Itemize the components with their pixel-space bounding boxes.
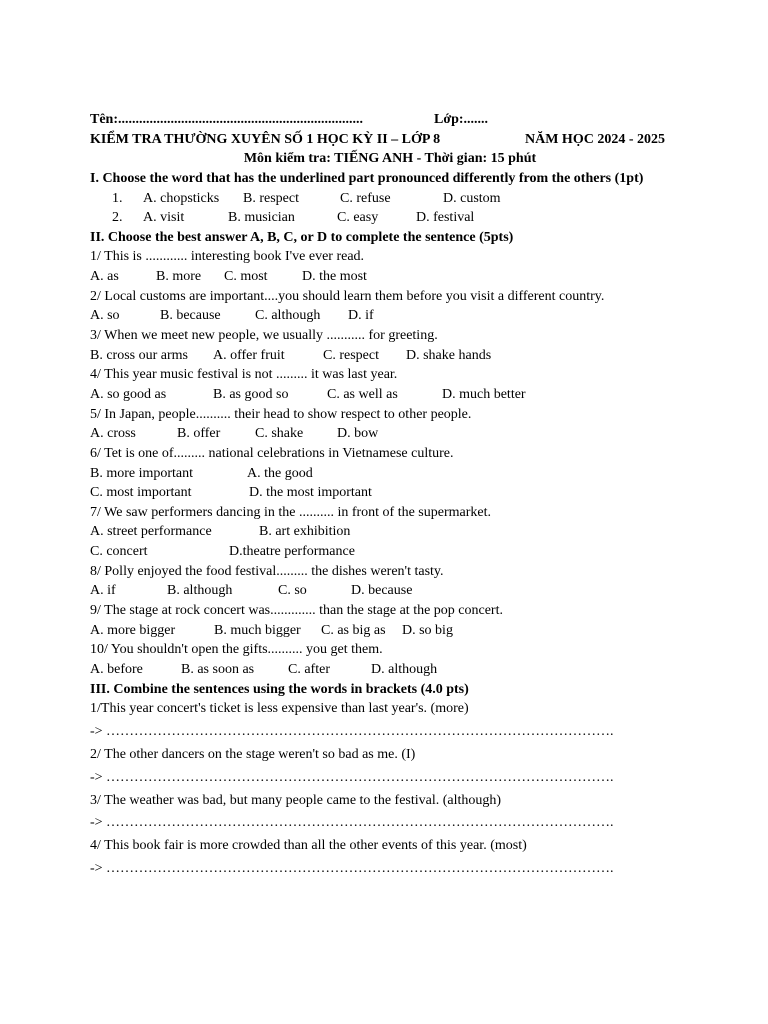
class-field-label: Lớp:.......: [434, 112, 489, 127]
option: C. most: [224, 269, 268, 285]
option: B. more important: [90, 465, 194, 481]
subject-line: Môn kiểm tra: TIẾNG ANH - Thời gian: 15 phút: [243, 151, 537, 167]
option: D. shake hands: [406, 347, 492, 363]
option: B. because: [160, 308, 221, 324]
question-options: [90, 660, 690, 680]
option: A. chopsticks: [143, 190, 220, 206]
option: D. much better: [442, 386, 526, 402]
section1-heading: I. Choose the word that has the underlined part pronounced differently from the others (1pt): [90, 170, 644, 186]
combine-sentence: 1/This year concert's ticket is less expensive than last year's. (more): [90, 701, 469, 717]
section1-item: [90, 208, 690, 228]
option: B. although: [167, 583, 233, 599]
option: D.theatre performance: [229, 544, 355, 560]
option: B. offer: [177, 426, 221, 442]
question-options: [90, 346, 690, 366]
answer-line: -> ……………………………………………………………………………………………….: [90, 860, 614, 876]
option: C. concert: [90, 544, 148, 560]
option: A. street performance: [90, 524, 212, 540]
exam-title-row: [90, 130, 690, 150]
option: A. so good as: [90, 386, 167, 402]
option: A. offer fruit: [213, 347, 285, 363]
option: D. if: [348, 308, 374, 324]
option: C. as well as: [327, 386, 398, 402]
option: D. the most: [302, 269, 367, 285]
option: D. although: [371, 661, 438, 677]
question-text: 9/ The stage at rock concert was............. than the stage at the pop concert.: [90, 603, 503, 619]
section1-item: [90, 189, 690, 209]
exam-title: KIỂM TRA THƯỜNG XUYÊN SỐ 1 HỌC KỲ II – LỚP 8: [90, 131, 441, 147]
question-options: [90, 621, 690, 641]
option: D. the most important: [249, 485, 372, 501]
option: A. more bigger: [90, 622, 176, 638]
option: C. so: [278, 583, 307, 599]
question-text: 8/ Polly enjoyed the food festival......... the dishes weren't tasty.: [90, 563, 444, 579]
question-text: 2/ Local customs are important....you should learn them before you visit a different country.: [90, 288, 605, 304]
section3-heading: III. Combine the sentences using the words in brackets (4.0 pts): [90, 681, 469, 697]
option: C. although: [255, 308, 321, 324]
option: B. respect: [243, 190, 299, 206]
question-text: 10/ You shouldn't open the gifts.......... you get them.: [90, 642, 383, 658]
question-options: [90, 542, 690, 562]
option: A. cross: [90, 426, 136, 442]
name-field-label: Tên:......................................................................: [90, 112, 363, 127]
option: D. bow: [337, 426, 379, 442]
answer-line: -> ……………………………………………………………………………………………….: [90, 769, 614, 785]
option: C. as big as: [321, 622, 386, 638]
option: A. visit: [143, 210, 185, 226]
item-number: 1.: [112, 190, 123, 206]
option: D. festival: [416, 210, 475, 226]
option: C. respect: [323, 347, 379, 363]
answer-line: -> ……………………………………………………………………………………………….: [90, 723, 614, 739]
answer-line: -> ……………………………………………………………………………………………….: [90, 815, 614, 831]
option: C. refuse: [340, 190, 391, 206]
combine-sentence: 4/ This book fair is more crowded than all the other events of this year. (most): [90, 838, 527, 854]
option: C. shake: [255, 426, 304, 442]
option: B. as soon as: [181, 661, 255, 677]
item-number: 2.: [112, 210, 123, 226]
question-text: 6/ Tet is one of......... national celebrations in Vietnamese culture.: [90, 445, 454, 461]
question-options: [90, 306, 690, 326]
option: C. most important: [90, 485, 192, 501]
question-options: [90, 385, 690, 405]
option: D. so big: [402, 622, 453, 638]
question-options: [90, 267, 690, 287]
option: B. musician: [228, 210, 295, 226]
question-text: 4/ This year music festival is not ......... it was last year.: [90, 367, 398, 383]
option: B. more: [156, 269, 202, 285]
option: B. cross our arms: [90, 347, 188, 363]
option: A. the good: [247, 465, 313, 481]
option: A. if: [90, 583, 116, 599]
school-year: NĂM HỌC 2024 - 2025: [525, 131, 665, 147]
exam-sheet: [90, 110, 690, 882]
option: D. custom: [443, 190, 501, 206]
question-options: [90, 483, 690, 503]
option: C. after: [288, 661, 330, 677]
name-class-row: [90, 110, 690, 130]
option: A. before: [90, 661, 143, 677]
combine-sentence: 3/ The weather was bad, but many people came to the festival. (although): [90, 792, 502, 808]
question-text: 5/ In Japan, people.......... their head to show respect to other people.: [90, 406, 472, 422]
option: C. easy: [337, 210, 379, 226]
option: A. as: [90, 269, 119, 285]
question-text: 3/ When we meet new people, we usually ........... for greeting.: [90, 328, 438, 344]
question-options: [90, 424, 690, 444]
combine-sentence: 2/ The other dancers on the stage weren't so bad as me. (I): [90, 746, 416, 762]
question-options: [90, 522, 690, 542]
section2-heading: II. Choose the best answer A, B, C, or D to complete the sentence (5pts): [90, 229, 514, 245]
option: B. as good so: [213, 386, 289, 402]
question-options: [90, 581, 690, 601]
question-options: [90, 464, 690, 484]
option: D. because: [351, 583, 413, 599]
question-text: 1/ This is ............ interesting book I've ever read.: [90, 249, 365, 265]
option: A. so: [90, 308, 120, 324]
option: B. much bigger: [214, 622, 301, 638]
option: B. art exhibition: [259, 524, 351, 540]
question-text: 7/ We saw performers dancing in the .......... in front of the supermarket.: [90, 504, 492, 520]
